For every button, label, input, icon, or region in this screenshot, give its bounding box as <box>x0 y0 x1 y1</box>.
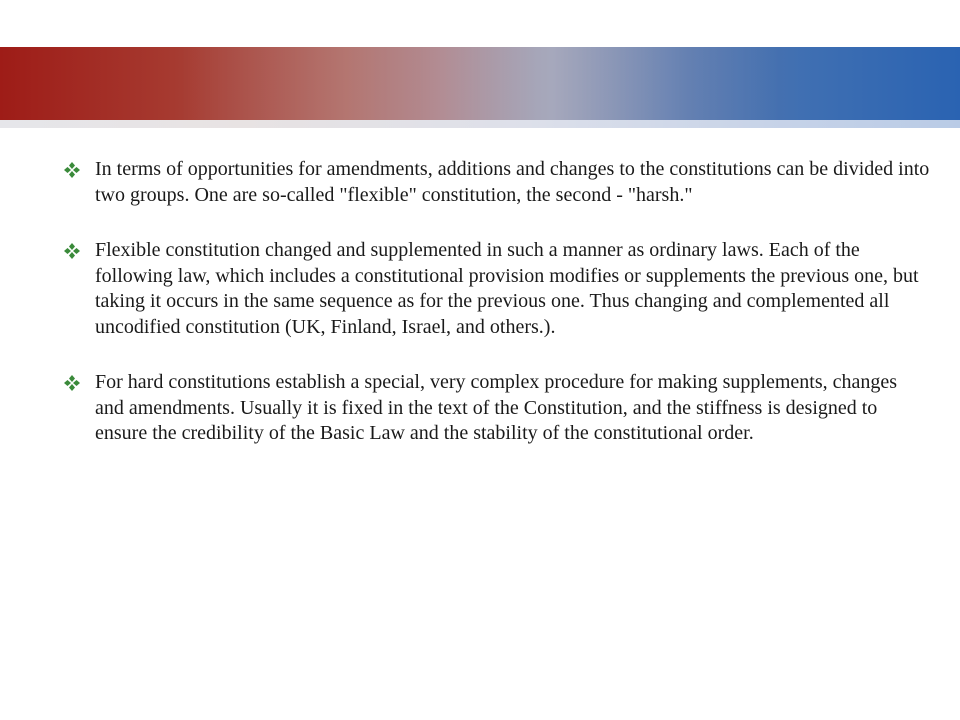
bullet-text: Flexible constitution changed and supplemented in such a manner as ordinary laws. Each of the following law, which includes a constitutional provision modifies or supplements the previous one, but taking it occurs in the same sequence as for the previous one. Thus changing and complemented all uncodified constitution (UK, Finland, Israel, and others.). <box>95 239 919 338</box>
banner-shadow-strip <box>0 120 960 128</box>
bullet-item <box>60 157 930 208</box>
banner-highlight <box>180 47 780 120</box>
four-diamond-bullet-icon <box>63 161 81 179</box>
bullet-item <box>60 238 930 340</box>
bullet-text: In terms of opportunities for amendments, additions and changes to the constitutions can be divided into two groups. One are so-called "flexible" constitution, the second - "harsh." <box>95 158 930 206</box>
four-diamond-bullet-icon <box>63 242 81 260</box>
bullet-text: For hard constitutions establish a special, very complex procedure for making supplements, changes and amendments. Usually it is fixed in the text of the Constitution, and the stiffness is designed to ensure the credibility of the Basic Law and the stability of the constitutional order. <box>95 371 898 444</box>
bullet-item <box>60 370 930 447</box>
bullet-list <box>60 157 930 447</box>
four-diamond-bullet-icon <box>63 374 81 392</box>
